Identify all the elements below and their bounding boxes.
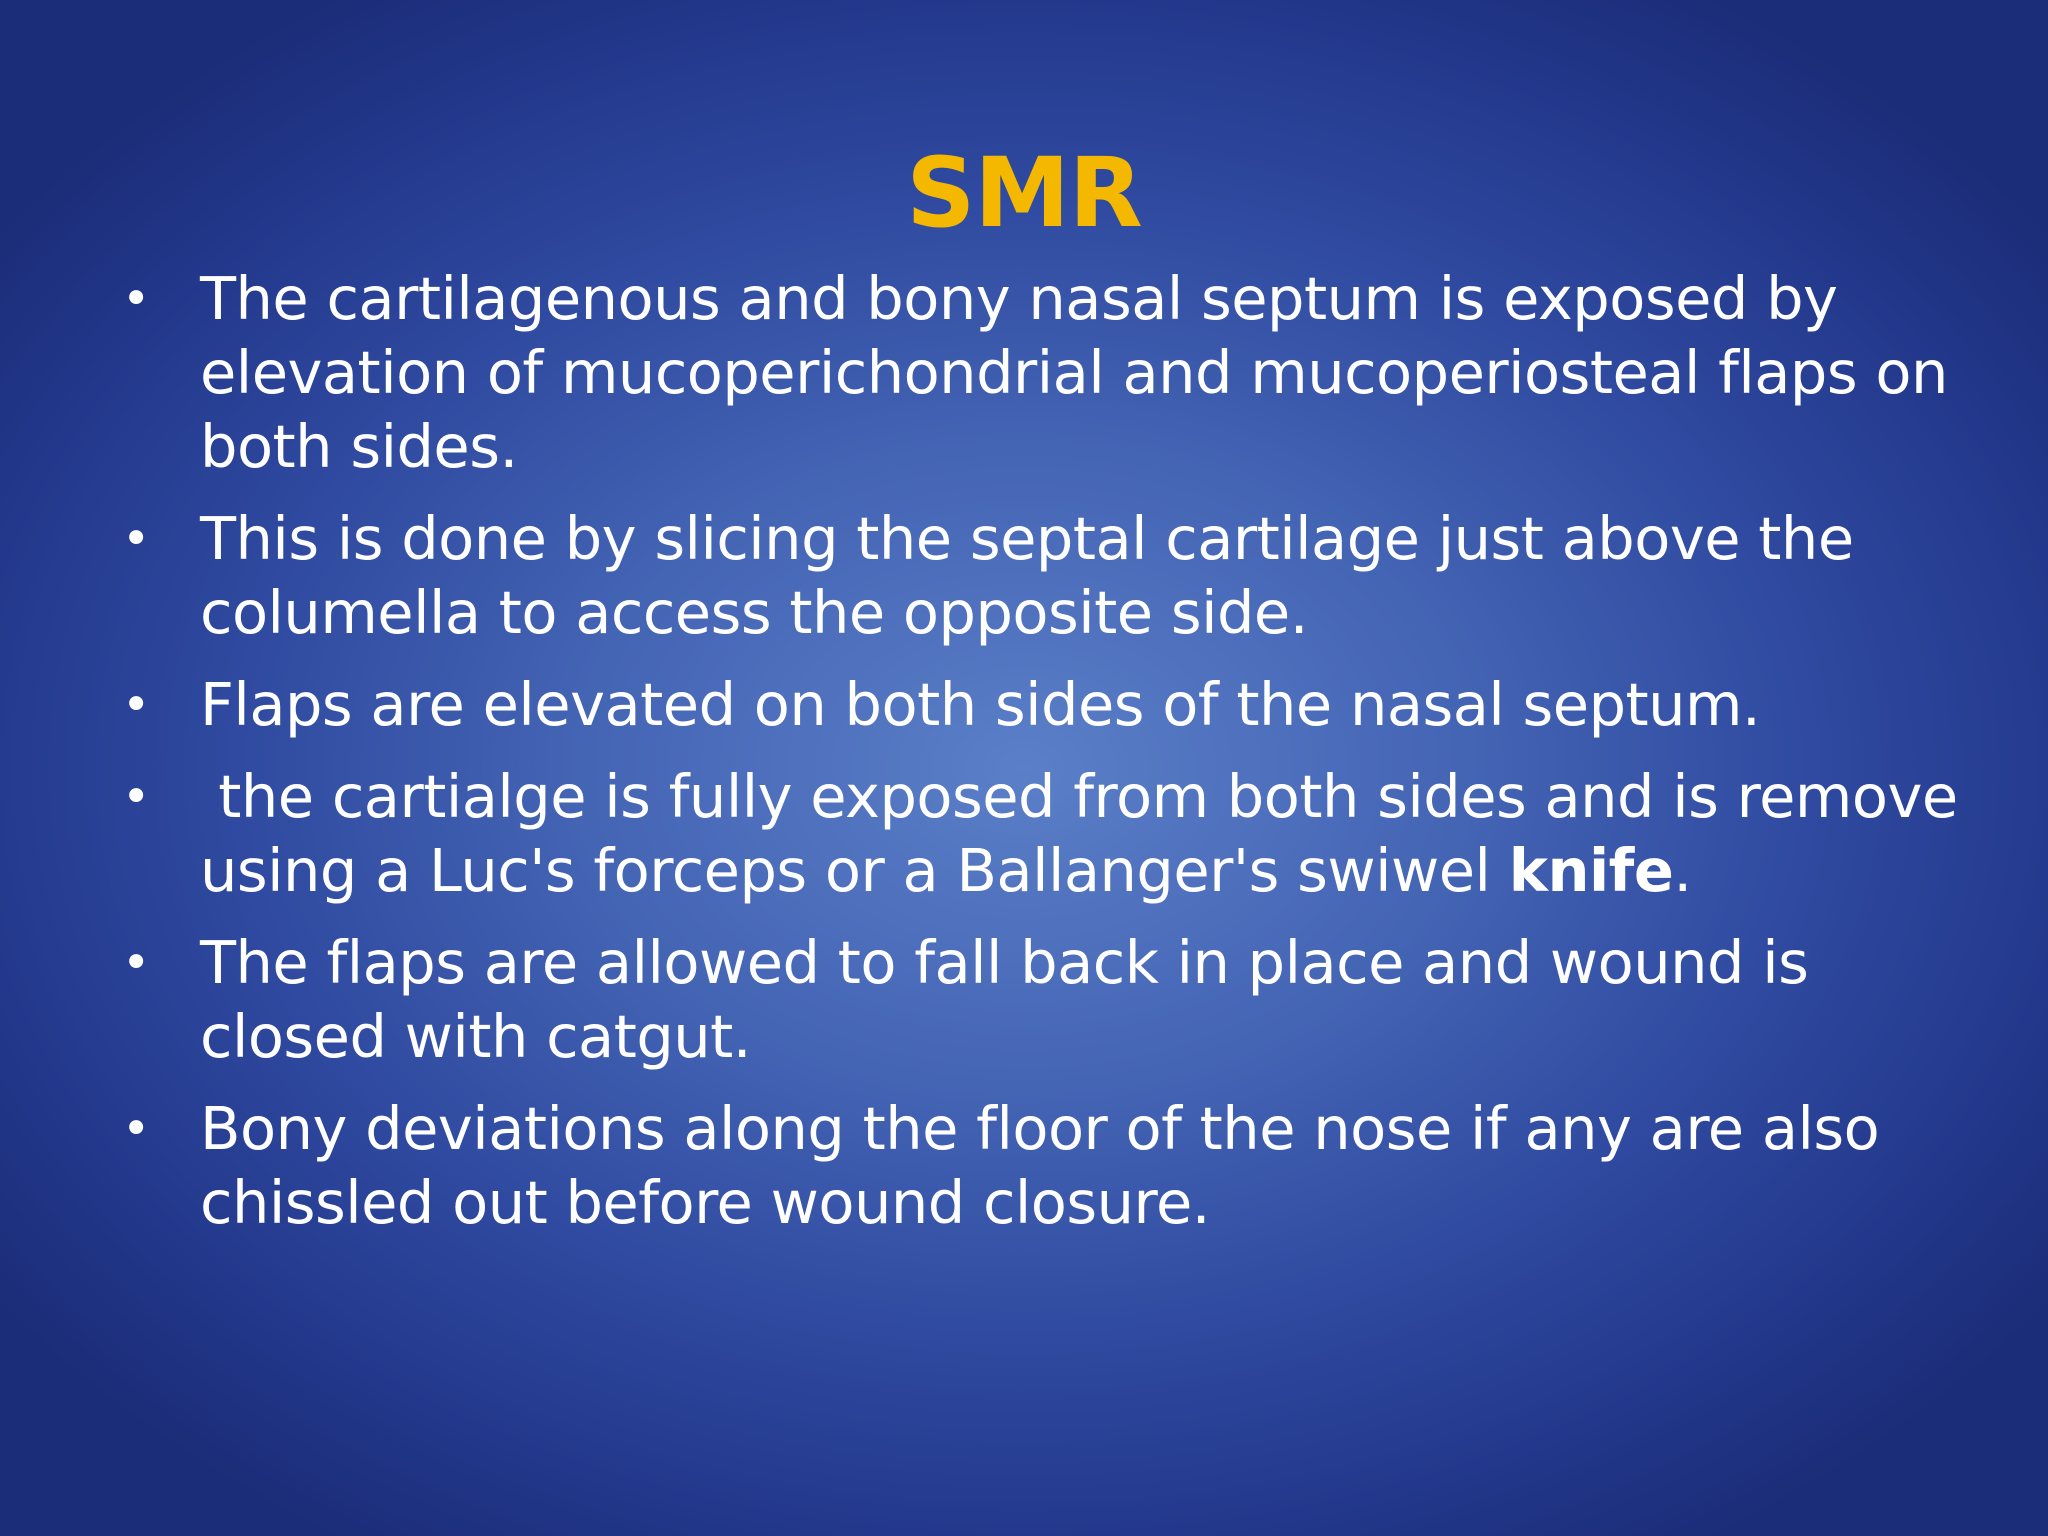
bullet-text-plain: the cartialge is fully exposed from both sides and is remove using a Luc's forceps or a Ballanger's swiwel (200, 762, 1976, 905)
bullet-icon: • (122, 511, 150, 567)
bullet-text: The flaps are allowed to fall back in place and wound is closed with catgut. (200, 928, 1809, 1071)
bullet-text: Flaps are elevated on both sides of the nasal septum. (200, 670, 1761, 739)
slide-title: SMR (906, 137, 1142, 249)
bullet-item (120, 1092, 1970, 1240)
bullet-text-end: . (1673, 836, 1692, 905)
bullet-text: This is done by slicing the septal cartilage just above the columella to access the opposite side. (200, 504, 1854, 647)
bullet-item (120, 760, 1976, 908)
bullet-text-bold: knife (1508, 836, 1674, 905)
bullet-icon: • (122, 271, 150, 327)
bullet-text (200, 762, 1976, 905)
bullet-item (120, 926, 1970, 1074)
bullet-icon: • (122, 1101, 150, 1157)
bullet-item (120, 502, 1970, 650)
bullet-item (120, 668, 1970, 742)
bullet-icon: • (122, 769, 150, 825)
bullet-list (120, 262, 1976, 1258)
bullet-icon: • (122, 935, 150, 991)
bullet-item (120, 262, 1970, 484)
bullet-text: Bony deviations along the floor of the nose if any are also chissled out before wound closure. (200, 1094, 1880, 1237)
bullet-icon: • (122, 677, 150, 733)
bullet-text: The cartilagenous and bony nasal septum is exposed by elevation of mucoperichondrial and mucoperiosteal flaps on both sides. (200, 264, 1948, 481)
